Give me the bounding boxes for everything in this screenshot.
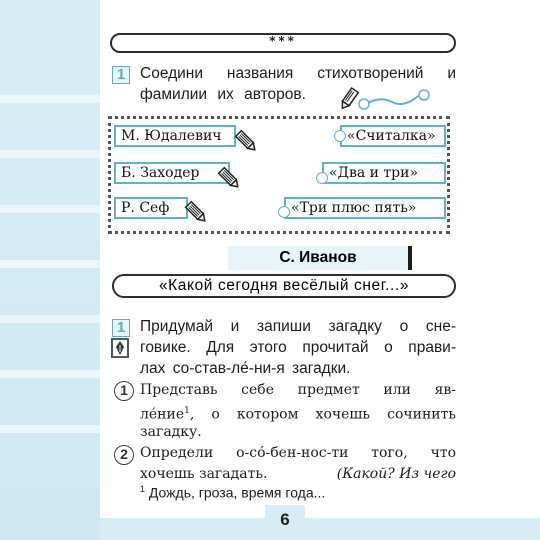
pencil-icon bbox=[234, 129, 260, 155]
poem-card[interactable]: «Считалка» bbox=[340, 125, 446, 147]
author-card[interactable]: Р. Сеф bbox=[114, 197, 188, 219]
step-word: хочешь загадать. bbox=[140, 466, 268, 482]
pencil-connector-icon bbox=[340, 84, 440, 114]
task-text-line: Придумай и запиши загадку о сне- bbox=[140, 318, 456, 335]
task-number-badge: 1 bbox=[112, 319, 130, 337]
step-text-line: Определи о-со́-бен-нос-ти того, что bbox=[140, 445, 456, 461]
task-number-badge: 1 bbox=[112, 66, 130, 84]
author-heading: С. Иванов bbox=[228, 246, 412, 270]
poem-title: «Какой сегодня весёлый снег...» bbox=[112, 274, 456, 298]
footnote-mark: 1 bbox=[140, 484, 146, 494]
pencil-icon bbox=[184, 200, 210, 226]
connection-dot[interactable] bbox=[278, 206, 290, 218]
step-text-line: Представь себе предмет или яв- bbox=[140, 382, 456, 398]
author-card[interactable]: М. Юдалевич bbox=[114, 125, 236, 147]
step-number: 2 bbox=[114, 445, 134, 465]
page-number: 6 bbox=[265, 505, 305, 535]
section-stars: *** bbox=[269, 34, 297, 48]
page-footer-bar bbox=[100, 518, 540, 540]
step-word: ле́ние bbox=[140, 406, 185, 423]
author-card[interactable]: Б. Заходер bbox=[114, 162, 230, 184]
task-text-line: лах со-став-ле́-ни-я загадки. bbox=[140, 360, 351, 377]
pencil-icon bbox=[217, 166, 243, 192]
step-number: 1 bbox=[114, 381, 134, 401]
step-word: , о котором хочешь сочинить bbox=[189, 406, 456, 423]
poem-card[interactable]: «Два и три» bbox=[322, 162, 446, 184]
section-divider-bar bbox=[110, 33, 456, 53]
step-text-line bbox=[140, 464, 456, 485]
task-text-line: фамилии их авторов. bbox=[140, 86, 306, 103]
connection-dot[interactable] bbox=[316, 172, 328, 184]
task-text-line: Соедини названия стихотворений и bbox=[140, 65, 456, 82]
footnote-text: Дождь, гроза, время года... bbox=[148, 484, 326, 501]
page-margin bbox=[0, 0, 100, 540]
poem-card[interactable]: «Три плюс пять» bbox=[284, 197, 446, 219]
step-text-line: загадку. bbox=[140, 424, 202, 440]
connection-dot[interactable] bbox=[334, 130, 346, 142]
task-text-line: говике. Для этого прочитай о прави- bbox=[140, 339, 456, 356]
step-word: (Какой? Из чего bbox=[336, 466, 456, 482]
footnote bbox=[140, 484, 325, 501]
footnote-marker: 1 bbox=[184, 406, 190, 416]
ink-pen-icon bbox=[111, 338, 129, 358]
